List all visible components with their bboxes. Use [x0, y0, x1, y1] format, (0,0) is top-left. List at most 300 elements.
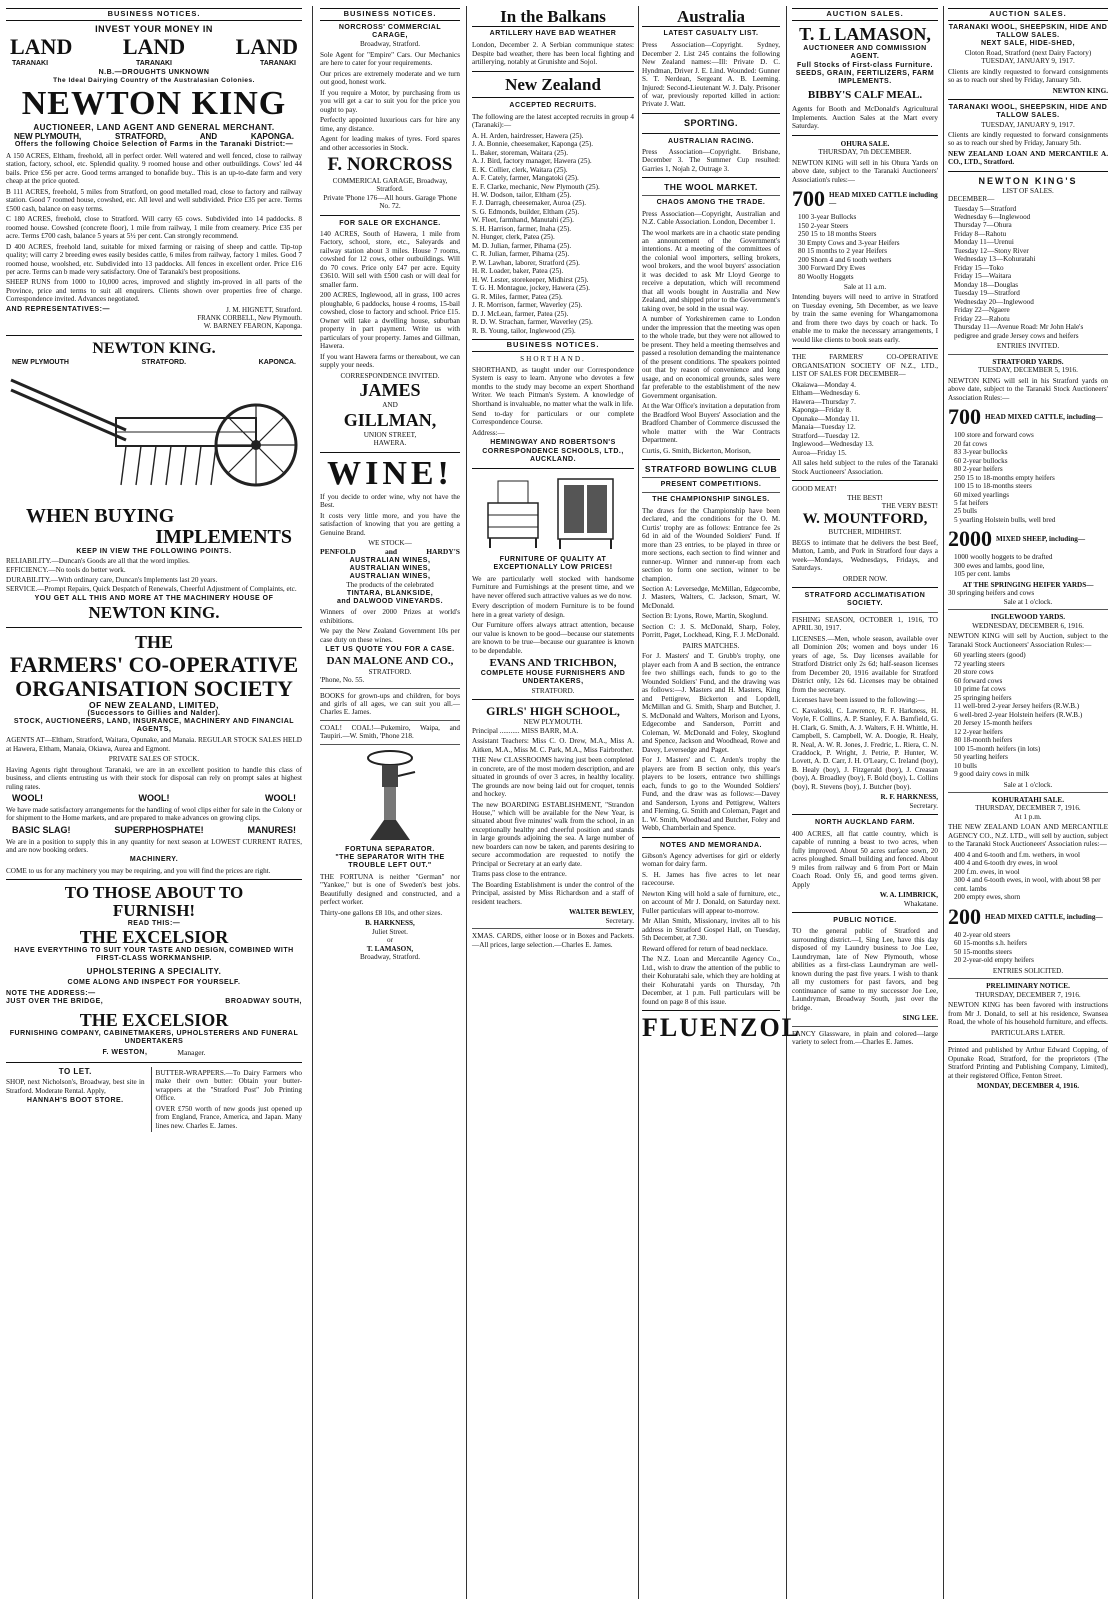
sale-item: Friday 8—Rahotu	[954, 229, 1007, 238]
section-header: AUCTION SALES.	[948, 8, 1108, 21]
ingle-item: 60 yearling steers (good)	[954, 651, 1026, 660]
girls-high-school: GIRLS' HIGH SCHOOL,	[486, 704, 620, 718]
december-label: DECEMBER—	[948, 195, 995, 204]
public-notice: PUBLIC NOTICE.	[833, 916, 897, 924]
casualty-heading: LATEST CASUALTY LIST.	[663, 29, 759, 37]
address-row	[6, 990, 302, 1007]
number-200: 200	[948, 903, 981, 929]
cattle-item: 83 3-year bullocks	[954, 448, 1008, 457]
we-stock: WE STOCK—	[368, 539, 412, 548]
sale-item: Friday 15—Toko	[954, 263, 1004, 272]
recruit: A. J. Bird, factory manager, Hawera (25).	[472, 157, 592, 166]
furniture-heading: FURNITURE OF QUALITY AT EXCEPTIONALLY LOW PRICES!	[493, 556, 613, 572]
towns-row	[6, 132, 302, 141]
recruit: S. H. Harrison, farmer, Inaha (25).	[472, 224, 572, 233]
town: AND	[199, 132, 218, 141]
cattle-item: 250 15 to 18-months empty heifers	[954, 473, 1055, 482]
machinery-heading: MACHINERY.	[129, 856, 179, 864]
evans-trichbon: EVANS AND TRICHBON,	[489, 657, 617, 670]
towns-row-2	[6, 359, 302, 367]
wool-word: WOOL!	[265, 793, 296, 804]
sheep-item: 1000 woolly hoggets to be drafted	[954, 553, 1053, 562]
sale-item: Thursday 7—Ohura	[954, 221, 1012, 230]
norcross-text: Sole Agent for "Empire" Cars. Our Mechanics are here to cater for your requirements.	[320, 50, 460, 68]
chaos: CHAOS AMONG THE TRADE.	[656, 199, 766, 207]
recruit: L. Baker, storeman, Waitara (25).	[472, 148, 568, 157]
sale-item: Monday 18—Douglas	[954, 280, 1019, 289]
recruit: C. R. Julian, farmer, Pihama (25).	[472, 250, 570, 259]
recruit: H. W. Dodson, tailor, Eltham (25).	[472, 191, 572, 199]
full-stocks: Full Stocks of First-class Furniture.	[797, 61, 933, 69]
recruit: J. A. Bonnie, cheesemaker, Kaponga (25).	[472, 140, 594, 149]
koh-item: 400 4 and 6-tooth and f.m. wethers, in wool	[954, 850, 1080, 859]
or-word: or	[387, 936, 393, 945]
sale-time: Sale at 11 a.m.	[843, 283, 887, 291]
school-text: Trams pass close to the entrance.	[472, 870, 567, 879]
singles-text: Section B: Lyons, Rowe, Martin, Skoglund.	[642, 612, 768, 621]
sale-item: Tuesday 12—Stony River	[954, 246, 1029, 255]
broadway: Broadway, Stratford.	[359, 953, 420, 962]
good-meat: GOOD MEAT!	[792, 485, 837, 494]
note: Newton King will hold a sale of furniture, etc., on account of Mr J. Donald, on Saturday next. Fuller particulars will appear to-morrow.	[642, 889, 780, 915]
products: The products of the celebrated	[346, 581, 434, 590]
championship-singles: THE CHAMPIONSHIP SINGLES.	[652, 496, 770, 504]
have-everything: HAVE EVERYTHING TO SUIT YOUR TASTE AND DESIGN, COMBINED WITH FIRST-CLASS WORKMANSHIP.	[14, 947, 294, 963]
tintara: TINTARA, BLANKSIDE,	[346, 589, 434, 597]
sale-item: Monday 11—Urenui	[954, 238, 1014, 247]
fishing-season: FISHING SEASON, OCTOBER 1, 1916, TO APRIL 30, 1917.	[792, 615, 938, 633]
stock-agents: STOCK, AUCTIONEERS, LAND, INSURANCE, MACHINERY AND FINANCIAL AGENTS,	[13, 717, 295, 734]
invest-heading: INVEST YOUR MONEY IN	[95, 23, 213, 34]
recruit: G. R. Miles, farmer, Patea (25).	[472, 292, 563, 301]
furnishing-company: FURNISHING COMPANY, CABINETMAKERS, UPHOLSTERERS AND FUNERAL UNDERTAKERS	[9, 1029, 299, 1045]
ingle-item: 80 18-month heifers	[954, 736, 1013, 745]
clients-text: Clients are kindly requested to forward consignments so as to reach our shed by Friday, January 5th.	[948, 67, 1108, 85]
upholstering: UPHOLSTERING A SPECIALITY.	[86, 966, 222, 976]
farm-listing: B 111 ACRES, freehold, 5 miles from Stratford, on good metalled road, close to factory and railway station. Good 7 roomed house, cowshed, etc. All level and well subdivided. Price £35 per acre. Terms £500 cash, balance on easy terms.	[6, 187, 302, 213]
fcos-list	[792, 381, 938, 457]
ingle-item: 25 springing heifers	[954, 693, 1012, 702]
australia-heading: Australia	[642, 8, 780, 27]
xmas-cards: XMAS. CARDS, either loose or in Boxes and Packets.—All prices, large selection.—Charles E. James.	[472, 932, 634, 949]
very-best: THE VERY BEST!	[881, 502, 938, 511]
recruit: T. G. H. Montague, jockey, Hawera (25).	[472, 284, 590, 293]
cattle-list	[954, 431, 1108, 524]
singles-text: Section C: J. S. McDonald, Sharp, Foley, Porritt, Paget, Lockhead, King, F. J. McDonald.	[642, 622, 780, 640]
recruit: E. K. Collier, clerk, Waitara (25).	[472, 165, 568, 174]
reps-label: AND REPRESENTATIVES:—	[6, 305, 110, 313]
representatives	[6, 306, 302, 331]
shorthand-text: Send to-day for particulars or our complete Correspondence Course.	[472, 409, 634, 427]
note: The N.Z. Loan and Mercantile Agency Co., Ltd., wish to draw the attention of the public to their Kohuratahi sale, which they are holding at their Kohuratahi yards on Thursday, 7th December, at 1 p.m. Full particulars will be found on page 8 of this issue.	[642, 955, 780, 1006]
issue-date: MONDAY, DECEMBER 4, 1916.	[976, 1082, 1080, 1091]
rep-name: FRANK CORBELL, New Plymouth.	[197, 314, 302, 323]
wool-text: At the War Office's invitation a deputation from the Bradford Wool Buyers' Association and the Bradford Chamber of Commerce discussed the whole matter with the War Contracts Department.	[642, 402, 780, 445]
farm-listing: C 180 ACRES, freehold, close to Stratford. Will carry 65 cows. Subdivided into 14 paddocks. 8 roomed house. Cowshed (concrete floor), 1 mile from railway, 1 mile from creamery. Price £35 per acre. Terms £700 cash, balance 5 years at 5½ per cent. Can strongly recommend.	[6, 215, 302, 241]
read-this: READ THIS:—	[127, 919, 181, 927]
fcos-rules: All sales held subject to the rules of the Taranaki Stock Auctioneers' Association.	[792, 459, 938, 476]
wool-text: Press Association—Copyright, Australian and N.Z. Cable Association. London, December 1.	[642, 209, 780, 227]
intending-buyers: Intending buyers will need to arrive in Stratford on Tuesday evening, 5th December, as we leave by train the same evening for Whangamomona and from there two days by coach or hack. To enable me to make the necessary arrangements, I would like clients to book seats early.	[792, 293, 938, 344]
cattle-list	[798, 213, 938, 281]
cattle-item: 250 15 to 18 months Steers	[798, 230, 877, 239]
koh-cattle-item: 50 15-months steers	[954, 947, 1012, 956]
ingle-item: 11 well-bred 2-year Jersey heifers (R.W.B.)	[954, 702, 1080, 711]
private-sales: PRIVATE SALES OF STOCK.	[108, 755, 200, 764]
taranaki-row	[6, 60, 302, 68]
and-word: and	[384, 546, 398, 556]
dalwood: and DALWOOD VINEYARDS.	[336, 598, 444, 606]
note: Gibson's Agency advertises for girl or elderly woman for dairy farm.	[642, 851, 780, 869]
column-6	[948, 8, 1108, 1599]
koh-item: 300 4 and 6-tooth ewes, in wool, with about 98 per cent. lambs	[954, 876, 1101, 893]
fortuna-text: THE FORTUNA is neither "German" nor "Yankee," but is one of Sweden's best jobs. Beautifully designed and constructed, and a perfect worker.	[320, 872, 460, 907]
recruits-intro: The following are the latest accepted recruits in group 4 (Taranaki):—	[472, 112, 634, 130]
australian-wines: AUSTRALIAN WINES,	[349, 556, 431, 564]
acclimatisation: STRATFORD ACCLIMATISATION SOCIETY.	[804, 592, 926, 608]
seed-drill-illustration	[6, 370, 296, 500]
sale-item: Thursday 11—Avenue Road: Mr John Hale's pedigree and grade Jersey cows and heifers	[954, 323, 1084, 340]
newton-king-heading: NEWTON KING.	[92, 339, 216, 357]
for-sale-text: 140 ACRES, South of Hawera, 1 mile from Factory, school, store, etc., Saleyards and railway station about 3 miles. House 7 rooms, cowshed for 12 cows, other outbuildings. Will do 70 cows. Price only £47 per acre. Equity £3610. Will sell with £500 cash or will deal for smaller farm.	[320, 229, 460, 289]
ingle-item: 20 Jersey 15-month heifers	[954, 719, 1033, 728]
get-all: YOU GET ALL THIS AND MORE AT THE MACHINERY HOUSE OF	[34, 594, 274, 602]
recruit: W. Fleet, farmhand, Manutahi (25).	[472, 216, 574, 225]
sale-date: TUESDAY, JANUARY 9, 1917.	[981, 120, 1075, 129]
winners: Winners of over 2000 Prizes at world's exhibitions.	[320, 608, 460, 625]
secretary: Secretary.	[605, 916, 634, 925]
mountford: W. MOUNTFORD,	[802, 510, 928, 527]
kohuratahi-sale: KOHURATAHI SALE.	[991, 796, 1065, 804]
sale-date: THURSDAY, DECEMBER 7, 1916.	[975, 804, 1081, 813]
head-row	[948, 404, 1108, 430]
present-comps: PRESENT COMPETITIONS.	[660, 481, 762, 489]
penfold: PENFOLD	[320, 546, 356, 556]
licenses-text: LICENSES.—Men, whole season, available over all Dominion 20s; women and boys under 16 years of age, 5s. Day licenses available for Stratford District only 2s 6d; half-season licenses from December 20, 1916 available for Stratford District only, 12s 6d. Licenses may be obtained from the secretary.	[792, 634, 938, 694]
furniture-text: Every description of modern Furniture is to be found here in a great variety of design.	[472, 602, 634, 619]
new-plymouth: NEW PLYMOUTH.	[523, 718, 583, 727]
column-rule	[786, 6, 787, 1599]
agents-text: Agents for Booth and McDonald's Agricultural Implements. Auction Sales at the Mart every Saturday.	[792, 105, 938, 131]
artillery-text: London, December 2. A Serbian communique states: Despite bad weather, there has been local fighting and artillerying, notably at Grunishte and Sojol.	[472, 41, 634, 67]
artillery-heading: ARTILLERY HAVE BAD WEATHER	[489, 29, 617, 37]
casualty-text: Press Association—Copyright. Sydney, December 2. List 245 contains the following New Zealand names:—Ill: Private D. C. Hyndman, Driver J. E. Lind. Wounded: Gunner S. T. Nerdean, Sergeant A. B. Leeming. Injured: Second-Lieutenant W. J. Daly. Prisoner of war, previously reported killed in action: Private J. Watt.	[642, 41, 780, 109]
prelim-text: NEWTON KING has been favored with instructions from Mr J. Donald, to sell at his residence, Swansea Road, the whole of his household furniture, and effects.	[948, 1001, 1108, 1027]
newton-king-heading: NEWTON KING.	[88, 603, 220, 623]
fortuna-text: Thirty-one gallons £8 10s, and other sizes.	[320, 908, 443, 917]
keep-in-view: KEEP IN VIEW THE FOLLOWING POINTS.	[76, 547, 232, 555]
bibbys-calf-meal: BIBBY'S CALF MEAL.	[807, 89, 923, 102]
bottom-ads	[6, 1067, 302, 1132]
butter-wrappers: BUTTER-WRAPPERS.—To Dairy Farmers who make their own butter: Obtain your butter-wrappers at the "Stratford Post" Job Printing Office.	[155, 1068, 302, 1103]
imprint: Printed and published by Arthur Edward Copping, of Opunake Road, Stratford, for the proprietors (The Stratford Printing and Publishing Company, Limited), at their registered Office, Fenton Street.	[948, 1046, 1108, 1080]
weston-name: F. WESTON,	[102, 1049, 148, 1057]
point: EFFICIENCY.—No tools do better work.	[6, 566, 126, 575]
entries-solicited: ENTRIES SOLICITED.	[992, 966, 1064, 975]
head-label: HEAD MIXED CATTLE, including—	[985, 412, 1103, 421]
bewley: WALTER BEWLEY,	[569, 908, 634, 917]
singles-text: Section A: Leversedge, McMillan, Edgecombe, J. Masters, Walters, C. Jackson, Smart, W. McDonald.	[642, 584, 780, 610]
koh-cattle-list	[954, 931, 1108, 965]
koh-cattle-item: 20 2-year-old empty heifers	[954, 956, 1034, 965]
sale-time: Sale at 1 o'clock.	[1003, 597, 1053, 606]
nz-heading: New Zealand	[505, 74, 601, 94]
town: NEW PLYMOUTH	[12, 358, 69, 366]
inglewood-yards: INGLEWOOD YARDS.	[990, 613, 1066, 622]
recruit: H. W. Lester, storekeeper, Midhirst (25).	[472, 275, 589, 284]
complete-house: COMPLETE HOUSE FURNISHERS AND UNDERTAKERS,	[480, 670, 626, 686]
cattle-item: 60 mixed yearlings	[954, 490, 1010, 499]
manager-row	[6, 1049, 302, 1058]
sale-item: Wednesday 13—Kohuratahi	[954, 255, 1036, 264]
phone-55: 'Phone, No. 55.	[320, 676, 365, 685]
ingle-item: 12 2-year heifers	[954, 727, 1003, 736]
particulars-later: PARTICULARS LATER.	[991, 1028, 1065, 1037]
assistants: Assistant Teachers: Miss C. O. Drew, M.A., Miss A. Aitken, M.A., Miss M. C. Park, M.A., Miss Fairbrother.	[472, 737, 634, 754]
fcos-item: Kaponga—Friday 8.	[792, 406, 852, 415]
coal-ad: COAL! COAL!—Pukemiro, Waipa, and Taupiri.—W. Smith, 'Phone 218.	[320, 723, 460, 741]
sale-item: Wednesday 6—Inglewood	[954, 213, 1031, 221]
head-row	[792, 186, 938, 212]
racing-heading: AUSTRALIAN RACING.	[668, 137, 754, 145]
hawera: HAWERA.	[373, 439, 407, 448]
cattle-item: 25 bulls	[954, 507, 977, 516]
rep-name: J. M. HIGNETT, Stratford.	[226, 305, 302, 314]
and-word: AND	[382, 401, 398, 410]
books-ad: BOOKS for grown-ups and children, for boys and girls of all ages, we can suit you all.—Charles E. James.	[320, 691, 460, 717]
section-header: BUSINESS NOTICES.	[472, 339, 634, 352]
manures-text: We are in a position to supply this in any quantity for next season at LOWEST CURRENT RATES, and are now booking orders.	[6, 837, 302, 854]
harkness: B. HARKNESS,	[365, 919, 415, 928]
recruit: R. D. W. Strachan, farmer, Waverley (25).	[472, 318, 593, 327]
juliet-street: Juliet Street.	[372, 927, 408, 936]
excelsior: THE EXCELSIOR	[79, 927, 229, 948]
next-sale: NEXT SALE, HIDE-SHED,	[980, 40, 1076, 48]
cattle-item: 5 fat heifers	[954, 499, 989, 507]
curtis-line: Curtis, G. Smith, Bickerton, Morison,	[642, 446, 751, 455]
cattle-item: 100 15 to 18-months steers	[954, 482, 1032, 491]
north-auckland-farm: NORTH AUCKLAND FARM.	[815, 819, 915, 827]
sale-time: Sale at 1 o'clock.	[1003, 780, 1053, 789]
cattle-item: 200 Shorn 4 and 6 tooth wethers	[798, 255, 892, 264]
springing-item: 30 springing heifers and cows	[948, 589, 1035, 598]
to-let: TO LET.	[58, 1066, 92, 1076]
seeds: SEEDS, GRAIN, FERTILIZERS, FARM IMPLEMENTS.	[795, 69, 935, 86]
number-700: 700	[792, 186, 825, 212]
fcos-item: Auroa—Friday 15.	[792, 448, 847, 457]
come-along: COME ALONG AND INSPECT FOR YOURSELF.	[67, 978, 241, 986]
broadway-south: BROADWAY SOUTH,	[225, 998, 302, 1006]
recruit: M. D. Julian, farmer, Pihama (25).	[472, 241, 572, 250]
wool-word: WOOL!	[138, 793, 170, 804]
recruit: R. B. Young, tailor, Inglewood (25).	[472, 326, 576, 335]
recruit: D. J. McLean, farmer, Patea (25).	[472, 309, 569, 318]
separator-illustration	[360, 748, 420, 843]
norcross-text: Perfectly appointed luxurious cars for hire any time, any distance.	[320, 116, 460, 133]
agents-line: AGENTS AT—Eltham, Stratford, Waitara, Opunake, and Manaia. REGULAR STOCK SALES HELD at Hawera, Eltham, Manaia, Okiawa, Aurea and Egmont.	[6, 736, 302, 753]
taranaki-word: TARANAKI	[12, 60, 49, 68]
norcross-text: If you require a Motor, by purchasing from us you will get a car to suit you for the price you ought to pay.	[320, 88, 460, 114]
point: RELIABILITY.—Duncan's Goods are all that the word implies.	[6, 557, 190, 565]
fluenzol: FLUENZOL	[642, 1013, 802, 1043]
ideal-line: The Ideal Dairying Country of the Australasian Colonies.	[53, 76, 255, 84]
recruit: A. H. Arden, hairdresser, Hawera (25).	[472, 131, 584, 140]
farm-listing: D 400 ACRES, freehold land, suitable for mixed farming or raising of sheep and cattle. Tip-top quality; will carry 2 breeding ewes easily besides cattle, 6 miles from railway, factory 1 miles. Good 7 roomed house, woolshed, etc. Subdivided into 13 paddocks. All fences in excellent order. Price £16 per acre. Terms can b made very satisfactory. One of Taranaki's best propositions.	[6, 242, 302, 276]
newton-king-sig: NEWTON KING.	[1052, 86, 1108, 95]
public-notice-text: TO the general public of Stratford and surrounding district.—I, Sing Lee, have this day disposed of my Laundry business to Joe Lee, Laundryman, late of New Plymouth, whose abilities as a first-class Laundryman are well-known during the past five years. I wish to thank all my customers for past favors, and beg continuance of same to my successor Joe Lee, Laundryman, Broadway South, just over the bridge.	[792, 927, 938, 1012]
nz-loan-mercantile: NEW ZEALAND LOAN AND MERCANTILE A. CO., LTD., Stratford.	[948, 149, 1108, 167]
manure-word: BASIC SLAG!	[12, 824, 71, 835]
farmers-coop: FARMERS' CO-OPERATIVE	[9, 652, 299, 678]
taranaki-wool: TARANAKI WOOL, SHEEPSKIN, HIDE AND TALLOW SALES.	[948, 23, 1108, 40]
rep-name: W. BARNEY FEARON, Kaponga.	[203, 322, 302, 331]
ingle-item: 50 yearling heifers	[954, 753, 1008, 762]
manure-word: MANURES!	[247, 824, 296, 835]
recruits-list	[472, 132, 634, 336]
taranaki-word: TARANAKI	[135, 60, 173, 68]
cattle-item: 100 store and forward cows	[954, 431, 1034, 440]
butcher: BUTCHER, MIDHIRST.	[828, 528, 902, 537]
sheep-item: 105 per cent. lambs	[954, 570, 1011, 579]
secretary: Secretary.	[909, 801, 938, 810]
number-2000: 2000	[948, 526, 992, 552]
sale-date: WEDNESDAY, DECEMBER 6, 1916.	[972, 621, 1084, 630]
union-street: UNION STREET,	[363, 430, 417, 439]
sale-item: Friday 15—Waitara	[954, 272, 1012, 281]
sale-item: Wednesday 20—Inglewood	[954, 297, 1034, 306]
fcos-item: Opunake—Monday 11.	[792, 414, 860, 423]
sporting: SPORTING.	[683, 117, 738, 128]
column-rule	[943, 6, 944, 1599]
land-row	[6, 34, 302, 60]
farm-listing: A 150 ACRES, Eltham, freehold, all in perfect order. Well watered and well fenced, close to railway station, factory, school, etc. Splendid quality. 9 roomed house and other outbuildings. Cows' led 44 bails. Price £56 per acre. Good terms arranged to bonafide buy.. This is an up-to-date farm and very cheap at the price quoted.	[6, 151, 302, 186]
section-header: AUCTION SALES.	[792, 8, 938, 21]
sale-date: THURSDAY, DECEMBER 7, 1916.	[975, 990, 1081, 999]
stratford: STRATFORD.	[531, 686, 575, 695]
principal: Principal ........... MISS BARR, M.A.	[472, 726, 579, 735]
fortuna-heading: FORTUNA SEPARATOR.	[345, 845, 435, 853]
pairs-text: For J. Masters' and T. Grubb's trophy, one player each from A and B section, the entrance fee two shillings each, funds to go to the Wounded Soldiers' Fund, and the drawing was as follows:—J. Masters and H. Masters, King and Pettigrew, Bickerton and Lopdell, McMillan and G. Smith, Sharp and Butcher, J. S. McDonald and Walters, Morison and Lyons, Edgecombe and Sanderson, Porritt and Coleman, W. McDonald and Foley, Skoglund and Spence, Jackson and Woodhead, Rowe and Davey, Leversedge and Paget.	[642, 652, 780, 754]
issued-names: C. Kavaloski, C. Lawrence, R. F. Harkness, H. Voyle, F. Collins, A. P. Stanley, F. A. Bamfield, G. H. Clark, G. Smith, A. J. Walters, F. H. Whittle, H. Campbell, S. Campbell, W. A. Doogie, R. Healy, R. Neal, A. W. R. Jones, J. Fredric, L. Riera, C. N. Craddock, P. Wright, J. Petrie, P. Hunter, W. Lovett, A. D. Carr, J. H. O'Leary, C. Ireland (boy), B. Healy (boy), J. Fitzgerald (boy), J. Creasan (boy), A. Broadley (boy), F. Bold (boy), L. Collins (boy), R. Stevens (boy), J. Butcher (boy).	[792, 706, 938, 791]
issued-label: Licenses have been issued to the following:—	[792, 696, 925, 705]
note-address: NOTE THE ADDRESS:—	[6, 990, 96, 998]
column-3	[472, 8, 634, 1599]
private-sales-text: Having Agents right throughout Taranaki, we are in an excellent position to handle this class of business, and clients entrusting us with their stock for disposal can rely on prompt sales at highest ruling rates.	[6, 765, 302, 791]
ingle-item: 60 forward cows	[954, 676, 1003, 685]
fcos-item: Okaiawa—Monday 4.	[792, 380, 856, 389]
to-furnish: TO THOSE ABOUT TO FURNISH!	[64, 883, 244, 921]
stratford: STRATFORD.	[368, 667, 412, 676]
fcos-heading: THE FARMERS' CO-OPERATIVE ORGANISATION SOCIETY OF N.Z., LTD., LIST OF SALES FOR DECEMBER—	[792, 353, 938, 379]
recruit: H. R. Loader, baker, Patea (25).	[472, 267, 564, 276]
sheep-row	[948, 526, 1108, 552]
koh-item: 200 empty ewes, shorn	[954, 893, 1021, 902]
point: DURABILITY.—With ordinary care, Duncan's Implements last 20 years.	[6, 575, 218, 584]
of-nz: OF NEW ZEALAND, LIMITED,	[88, 699, 220, 710]
commercial-garage: COMMERICAL GARAGE, Broadway, Stratford.	[332, 176, 448, 194]
wool-text: The wool markets are in a chaotic state pending an announcement of the Government's intentions. At a meeting of the committees of the colonial wool importers, selling brokers, wool brokers, and the wool buyers' association it was decided to ask Mr Lloyd George to receive a deputation, which will recommend that all wools bought in Australia and New Zealand, and shipped prior to the Government's taking over, be sold in the usual way.	[642, 228, 780, 313]
column-5	[792, 8, 938, 1599]
sheep-list	[954, 553, 1108, 578]
point: SERVICE.—Prompt Repairs, Quick Despatch of Renewals, Cheerful Adjustment of Complaints, etc.	[6, 585, 297, 594]
hemingway: HEMINGWAY AND ROBERTSON'S CORRESPONDENCE SCHOOLS, LTD., AUCKLAND.	[482, 439, 624, 463]
sale-date: TUESDAY, DECEMBER 5, 1916.	[978, 366, 1078, 375]
taranaki-word: TARANAKI	[259, 60, 296, 68]
ohura-text: NEWTON KING will sell in his Ohura Yards on above date, subject to the Taranaki Auctioneers' Association's rules:—	[792, 158, 938, 184]
norcross-title: NORCROSS' COMMERCIAL CARAGE,	[338, 23, 442, 40]
manager-label: Manager.	[177, 1048, 206, 1058]
column-rule	[638, 6, 639, 1599]
shorthand-text: SHORTHAND, as taught under our Correspondence System is easy to learn. Anyone who devotes a few months to the study may become an expert Shorthand Writer. We teach Pitman's System. A knowledge of Shorthand is invaluable, no matter what the walk in life.	[472, 365, 634, 408]
inglewood-list	[954, 651, 1108, 778]
springing-yards: AT THE SPRINGING HEIFER YARDS—	[962, 580, 1094, 589]
cattle-item: 80 2-year heifers	[954, 465, 1003, 474]
ohura-sale: OHURA SALE.	[840, 139, 890, 148]
begs-text: BEGS to intimate that he delivers the best Beef, Mutton, Lamb, and Pork in Stratford four days a week—Mondays, Wednesdays, Fridays, and Saturdays.	[792, 538, 938, 573]
rf-harkness: R. F. HARKNESS,	[880, 793, 938, 802]
cattle-item: 20 fat cows	[954, 439, 988, 448]
correspondence-invited: CORRESPONDENCE INVITED.	[340, 371, 440, 380]
recruit: E. F. Clarke, mechanic, New Plymouth (25).	[472, 182, 600, 191]
wine-heading: WINE!	[327, 454, 453, 492]
hannah-store: HANNAH'S BOOT STORE.	[26, 1097, 124, 1105]
norcross-text: Agent for leading makes of tyres. Ford spares and other accessories in Stock.	[320, 135, 460, 152]
ingle-item: 20 store cows	[954, 668, 994, 677]
the-word: THE	[134, 632, 173, 653]
gillman: GILLMAN,	[343, 409, 437, 430]
entries-invited: ENTRIES INVITED.	[996, 342, 1060, 351]
preliminary-notice: PRELIMINARY NOTICE.	[986, 982, 1070, 991]
sale-item: Friday 22—Rahotu	[954, 314, 1010, 323]
column-rule	[312, 6, 313, 1599]
bowling-club: STRATFORD BOWLING CLUB	[644, 464, 778, 475]
newton-king-title: NEWTON KING	[21, 84, 287, 122]
sheep-item: 300 ewes and lambs, good line,	[954, 561, 1045, 570]
pairs-heading: PAIRS MATCHES.	[682, 641, 740, 650]
head-label: HEAD MIXED CATTLE including—	[829, 190, 938, 208]
wool-word: WOOL!	[12, 793, 43, 804]
sale-date: TUESDAY, JANUARY 9, 1917.	[981, 57, 1075, 66]
ingle-item: 72 yearling steers	[954, 659, 1005, 668]
school-text: THE New CLASSROOMS having just been completed in concrete, are of the most modern description, and are situated in grounds of over 3 acres, in healthy locality. The grounds are now being laid out for croquet, tennis and hockey.	[472, 756, 634, 799]
over-goods: OVER £750 worth of new goods just opened up from England, France, America, and Japan. Many lines new. Charles E. James.	[155, 1104, 302, 1130]
ingle-item: 6 well-bred 2-year Holstein heifers (R.W.B.)	[954, 710, 1083, 719]
auctioneer-line: AUCTIONEER, LAND AGENT AND GENERAL MERCHANT.	[33, 122, 275, 132]
wine-text: It costs very little more, and you have the satisfaction of knowing that you are getting a Genuine Brand.	[320, 511, 460, 537]
at-1pm: At 1 p.m.	[1014, 812, 1042, 821]
fancy-glassware: FANCY Glassware, in plain and colored—large variety to select from.—Charles E. James.	[792, 1029, 938, 1047]
sale-item: Friday 22—Ngaere	[954, 306, 1010, 315]
fcos-item: Hawera—Thursday 7.	[792, 397, 856, 406]
ingle-item: 10 bulls	[954, 761, 977, 770]
successors: (Successors to Gillies and Nalder).	[87, 709, 221, 717]
nk-text: NEWTON KING will sell in his Stratford yards on above date, subject to the Taranaki Stock Auctioneers' Association Rules:—	[948, 376, 1108, 402]
cattle-item: 60 2-year bullocks	[954, 456, 1008, 465]
racing-text: Press Association—Copyright. Brisbane, December 3. The Summer Cup resulted: Garries 1, Nojah 2, Outrage 3.	[642, 147, 780, 173]
fcos-item: Manaia—Tuesday 12.	[792, 423, 856, 432]
nzl-text: THE NEW ZEALAND LOAN AND MERCANTILE AGENCY CO., N.Z. LTD., will sell by auction, subject to the Taranaki Stock Auctioneers' Association rules:—	[948, 823, 1108, 849]
school-text: The Boarding Establishment is under the control of the Principal, assisted by Miss Richardson and a staff of resident teachers.	[472, 880, 634, 906]
singles-text: The draws for the Championship have been declared, and the conditions for the O. M. Curtis' trophy are as follows: Entrance fee 2s 6d in aid of the Wounded Soldiers' Fund. If more than 23 entries, to be played in three or more sections, each section to find winner and runner-up. Winner and runner-up from each section to form one section, winner to be champion.	[642, 506, 780, 583]
town: KAPONGA.	[250, 132, 294, 141]
nk-text: NEWTON KING will sell by Auction, subject to the Taranaki Stock Auctioneers' Association Rules:—	[948, 632, 1108, 649]
norcross-address: Broadway, Stratford.	[359, 40, 420, 49]
for-sale-text: If you want Hawera farms or thereabout, we can supply your needs.	[320, 352, 460, 370]
ingle-item: 10 prime fat cows	[954, 685, 1006, 694]
offers-line: Offers the following Choice Selection of Farms in the Taranaki District:—	[14, 141, 294, 149]
sing-lee: SING LEE.	[902, 1014, 938, 1023]
notes-memoranda: NOTES AND MEMORANDA.	[660, 841, 762, 849]
